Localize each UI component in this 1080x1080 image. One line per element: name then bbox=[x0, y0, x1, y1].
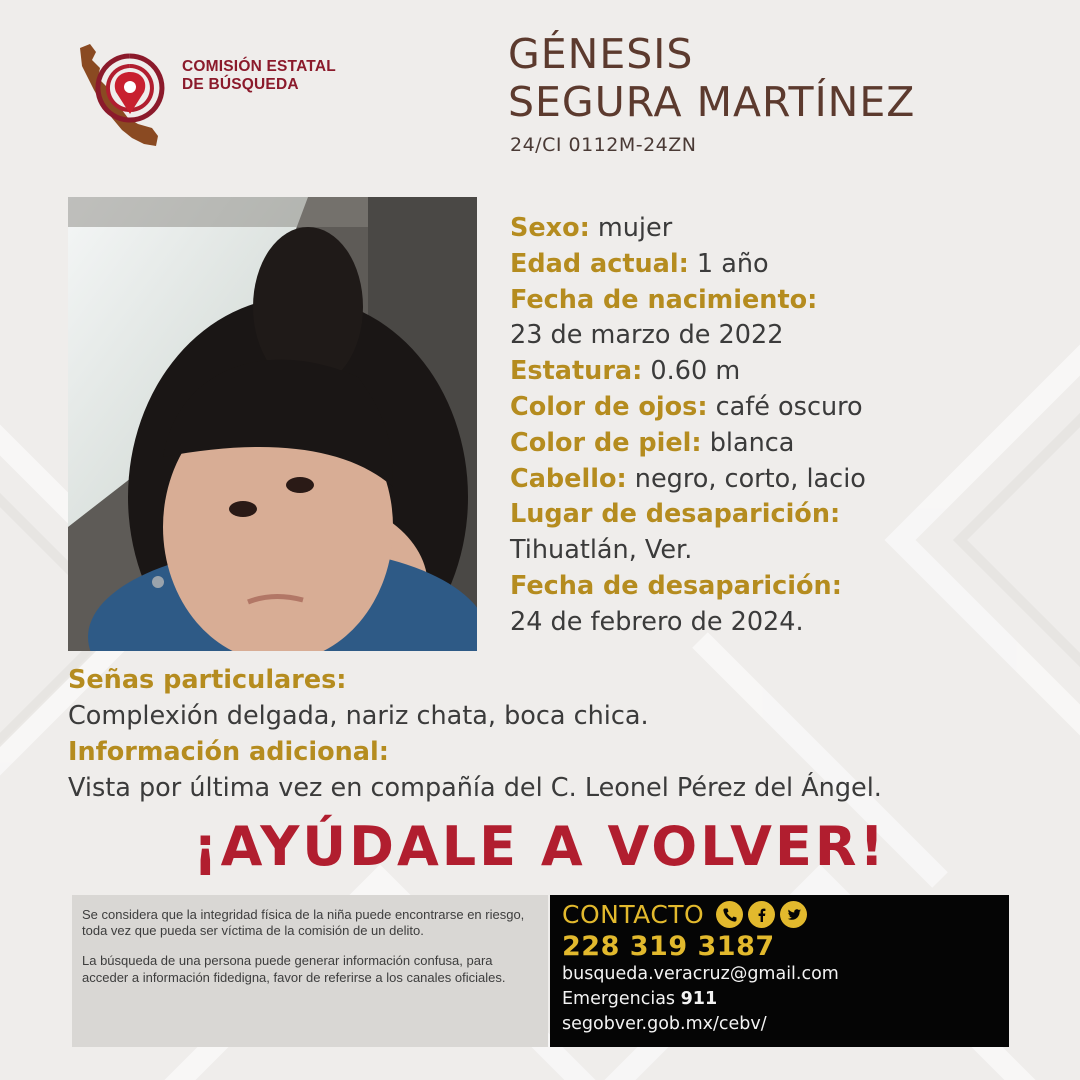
detail-value: Tihuatlán, Ver. bbox=[510, 535, 693, 566]
contact-email[interactable]: busqueda.veracruz@gmail.com bbox=[562, 964, 839, 984]
marks-value: Complexión delgada, nariz chata, boca chica. bbox=[68, 701, 649, 731]
detail-value: 0.60 m bbox=[642, 356, 741, 387]
disclaimer-paragraph-2: La búsqueda de una persona puede generar información confusa, para acceder a información fidedigna, favor de referirse a los canales oficiales. bbox=[82, 953, 506, 985]
last-name: SEGURA MARTÍNEZ bbox=[508, 78, 916, 126]
detail-row bbox=[510, 390, 866, 426]
detail-value: negro, corto, lacio bbox=[626, 463, 866, 494]
disclaimer-box bbox=[72, 895, 548, 1047]
logo bbox=[72, 38, 372, 153]
contact-phone[interactable]: 228 319 3187 bbox=[562, 931, 775, 962]
info-label: Información adicional: bbox=[68, 737, 389, 767]
call-to-action: ¡AYÚDALE A VOLVER! bbox=[192, 815, 888, 878]
detail-row bbox=[510, 605, 866, 641]
detail-label: Sexo: bbox=[510, 213, 590, 243]
person-photo bbox=[68, 197, 477, 651]
additional-info bbox=[68, 662, 882, 806]
marks-label: Señas particulares: bbox=[68, 665, 347, 695]
detail-label: Edad actual: bbox=[510, 248, 689, 279]
disclaimer-paragraph-1: Se considera que la integridad física de la niña puede encontrarse en riesgo, toda vez que pueda ser víctima de la comisión de un delito. bbox=[82, 907, 525, 939]
detail-row bbox=[510, 533, 866, 569]
facebook-icon[interactable] bbox=[748, 901, 775, 928]
detail-row bbox=[510, 247, 866, 283]
detail-label: Estatura: bbox=[510, 356, 643, 387]
detail-label: Color de ojos: bbox=[510, 391, 708, 422]
detail-row bbox=[510, 354, 866, 390]
contact-icons bbox=[716, 901, 807, 928]
detail-row bbox=[510, 497, 866, 533]
detail-label: Cabello: bbox=[510, 463, 627, 494]
emergency-label: Emergencias bbox=[562, 989, 681, 1009]
twitter-icon[interactable] bbox=[780, 901, 807, 928]
contact-website[interactable]: segobver.gob.mx/cebv/ bbox=[562, 1014, 767, 1034]
emergency-number[interactable]: 911 bbox=[680, 989, 718, 1009]
detail-label: Fecha de desaparición: bbox=[510, 570, 842, 601]
contact-emergency bbox=[562, 987, 1009, 1012]
detail-value: 23 de marzo de 2022 bbox=[510, 320, 784, 351]
logo-line-1: COMISIÓN ESTATAL bbox=[182, 58, 336, 75]
detail-row bbox=[510, 318, 866, 354]
detail-value: 1 año bbox=[688, 248, 769, 279]
info-value: Vista por última vez en compañía del C. Leonel Pérez del Ángel. bbox=[68, 773, 882, 803]
detail-value: café oscuro bbox=[707, 391, 863, 422]
detail-row bbox=[510, 426, 866, 462]
detail-row bbox=[510, 462, 866, 498]
detail-label: Lugar de desaparición: bbox=[510, 499, 841, 530]
detail-row bbox=[510, 569, 866, 605]
detail-label: Fecha de nacimiento: bbox=[510, 284, 818, 315]
contact-box bbox=[550, 895, 1009, 1047]
veracruz-map-pin-icon bbox=[72, 38, 192, 153]
detail-value: 24 de febrero de 2024. bbox=[510, 606, 804, 637]
detail-value: mujer bbox=[589, 213, 673, 243]
details-list bbox=[510, 211, 866, 641]
contact-header bbox=[562, 900, 1009, 929]
case-id: 24/CI 0112M-24ZN bbox=[510, 134, 697, 156]
detail-label: Color de piel: bbox=[510, 427, 702, 458]
detail-value: blanca bbox=[701, 427, 795, 458]
phone-icon[interactable] bbox=[716, 901, 743, 928]
detail-row bbox=[510, 211, 866, 247]
contact-title: CONTACTO bbox=[562, 900, 705, 929]
person-name bbox=[508, 30, 915, 126]
logo-text bbox=[182, 58, 336, 94]
detail-row bbox=[510, 283, 866, 319]
first-name: GÉNESIS bbox=[508, 30, 694, 78]
logo-line-2: DE BÚSQUEDA bbox=[182, 76, 299, 93]
